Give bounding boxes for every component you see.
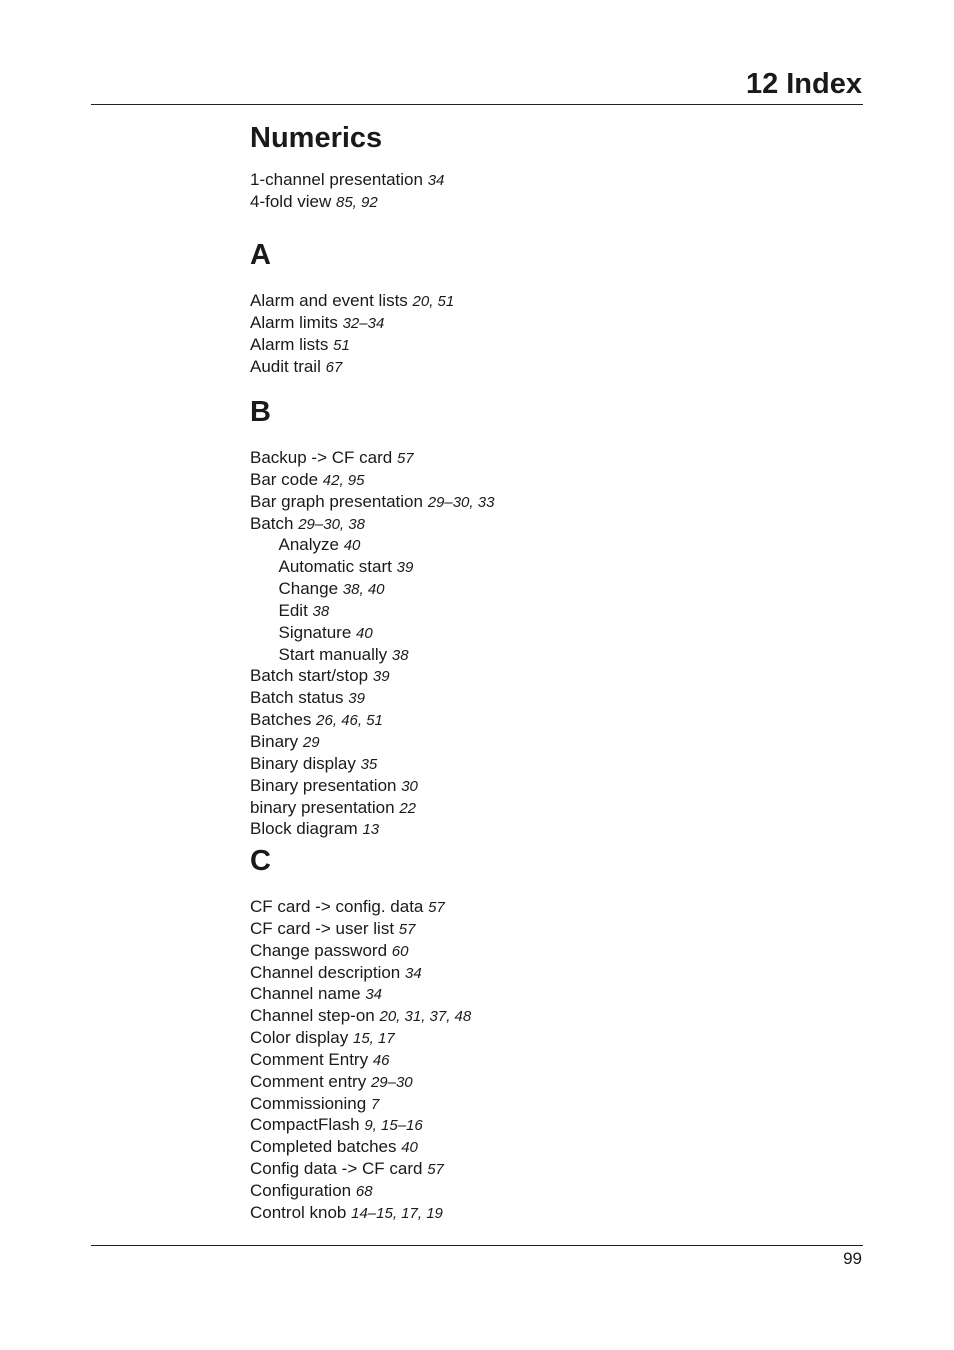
- index-page-refs: 13: [362, 821, 380, 839]
- index-page-refs: 38, 40: [342, 581, 385, 599]
- index-term: Audit trail: [250, 356, 321, 376]
- index-subentry: [250, 601, 494, 623]
- index-page-refs: 32–34: [342, 314, 385, 332]
- index-subentry: [250, 579, 494, 601]
- index-entry: [250, 688, 494, 710]
- index-page-refs: 57: [427, 1161, 444, 1179]
- index-page-refs: 85, 92: [336, 193, 378, 211]
- index-page-refs: 57: [428, 899, 445, 916]
- index-page-refs: 35: [360, 755, 378, 773]
- index-entry-list: [250, 170, 444, 214]
- index-term: Batches: [250, 710, 312, 730]
- index-section: [250, 235, 454, 378]
- index-page-refs: 38: [391, 646, 409, 664]
- index-term: CompactFlash: [250, 1115, 360, 1135]
- index-term: Binary presentation: [250, 775, 397, 795]
- index-term: Change: [278, 579, 339, 599]
- index-entry: [250, 919, 471, 941]
- index-page-refs: 51: [333, 336, 350, 354]
- index-entry-list: [250, 448, 494, 841]
- index-page-refs: 20, 31, 37, 48: [379, 1008, 472, 1026]
- index-term: Comment Entry: [250, 1049, 369, 1069]
- index-term: Backup -> CF card: [250, 448, 393, 467]
- index-term: 4-fold view: [250, 191, 332, 211]
- index-page-refs: 20, 51: [412, 293, 455, 310]
- index-page-refs: 15, 17: [353, 1030, 395, 1048]
- index-page-refs: 9, 15–16: [364, 1117, 423, 1135]
- index-entry: [250, 1159, 471, 1181]
- index-term: Alarm and event lists: [250, 291, 408, 310]
- index-page-refs: 39: [348, 690, 365, 708]
- index-term: Bar graph presentation: [250, 491, 423, 511]
- index-page-refs: 29–30, 33: [427, 493, 495, 511]
- page-number: 99: [843, 1249, 862, 1268]
- index-page-refs: 60: [391, 942, 409, 960]
- index-entry: [250, 291, 454, 313]
- index-term: Automatic start: [278, 557, 392, 577]
- index-term: Edit: [278, 600, 308, 620]
- index-subentry: [250, 557, 494, 579]
- index-page-refs: 42, 95: [322, 471, 365, 489]
- index-term: Commissioning: [250, 1093, 367, 1113]
- index-term: Comment entry: [250, 1071, 367, 1091]
- index-page-refs: 40: [356, 624, 373, 642]
- index-term: Analyze: [278, 535, 339, 555]
- header-rule: [91, 104, 863, 105]
- index-page-refs: 7: [370, 1095, 380, 1113]
- index-entry: [250, 963, 471, 985]
- index-entry: [250, 313, 454, 335]
- index-entry: [250, 1181, 471, 1203]
- index-term: CF card -> config. data: [250, 897, 424, 916]
- index-term: Control knob: [250, 1202, 347, 1222]
- section-heading: B: [250, 396, 271, 428]
- index-page-refs: 46: [372, 1051, 390, 1069]
- index-term: Block diagram: [250, 819, 358, 839]
- index-entry-list: [250, 897, 471, 1225]
- index-page-refs: 34: [405, 964, 422, 982]
- index-entry: [250, 710, 494, 732]
- index-page-refs: 29–30, 38: [298, 515, 365, 533]
- index-page-refs: 34: [365, 986, 382, 1004]
- index-term: Channel step-on: [250, 1006, 375, 1026]
- index-section: [250, 392, 494, 841]
- index-entry: [250, 514, 494, 536]
- index-entry: [250, 470, 494, 492]
- index-entry: [250, 798, 494, 820]
- index-section: [250, 841, 471, 1225]
- index-entry: [250, 1115, 471, 1137]
- index-entry-list: [250, 291, 454, 378]
- index-entry: [250, 1094, 471, 1116]
- index-page-refs: 29: [302, 733, 320, 751]
- index-page-refs: 38: [312, 602, 330, 620]
- index-entry: [250, 1137, 471, 1159]
- index-page-refs: 57: [398, 920, 416, 938]
- index-term: Batch start/stop: [250, 666, 369, 686]
- index-term: Binary: [250, 731, 299, 751]
- index-entry: [250, 941, 471, 963]
- index-entry: [250, 754, 494, 776]
- index-entry: [250, 819, 494, 841]
- index-term: Channel name: [250, 984, 361, 1004]
- index-entry: [250, 1028, 471, 1050]
- index-term: Bar code: [250, 469, 319, 489]
- index-page-refs: 30: [401, 777, 418, 795]
- index-term: Change password: [250, 940, 388, 960]
- index-term: Start manually: [278, 644, 388, 664]
- index-page-refs: 57: [396, 450, 414, 467]
- page-header-title: 12 Index: [745, 68, 862, 100]
- index-entry: [250, 776, 494, 798]
- index-term: CF card -> user list: [250, 918, 395, 938]
- section-heading: Numerics: [250, 122, 383, 154]
- index-entry: [250, 984, 471, 1006]
- index-entry: [250, 732, 494, 754]
- index-entry: [250, 1006, 471, 1028]
- index-term: Batch status: [250, 688, 344, 708]
- index-entry: [250, 492, 494, 514]
- index-page-refs: 39: [372, 668, 390, 686]
- index-term: 1-channel presentation: [250, 170, 423, 189]
- index-term: Signature: [278, 622, 352, 642]
- index-term: Batch: [250, 513, 294, 533]
- index-page-refs: 40: [343, 537, 361, 555]
- index-term: Color display: [250, 1028, 349, 1048]
- section-heading: C: [250, 845, 271, 877]
- footer-rule: [91, 1245, 863, 1246]
- index-section: [250, 118, 444, 214]
- index-entry: [250, 335, 454, 357]
- index-subentry: [250, 535, 494, 557]
- index-page-refs: 22: [399, 799, 417, 817]
- index-entry: [250, 666, 494, 688]
- index-term: Alarm lists: [250, 334, 329, 354]
- index-entry: [250, 1050, 471, 1072]
- section-heading: A: [250, 239, 271, 271]
- index-page-refs: 34: [427, 172, 445, 189]
- index-term: Completed batches: [250, 1137, 397, 1157]
- index-entry: [250, 1072, 471, 1094]
- index-term: Channel description: [250, 962, 401, 982]
- index-entry: [250, 1203, 471, 1225]
- index-page-refs: 26, 46, 51: [316, 712, 383, 730]
- index-entry: [250, 192, 444, 214]
- index-term: Alarm limits: [250, 312, 338, 332]
- index-subentry: [250, 645, 494, 667]
- index-entry: [250, 170, 444, 192]
- index-page-refs: 29–30: [370, 1073, 413, 1091]
- index-term: Binary display: [250, 753, 356, 773]
- index-term: Configuration: [250, 1180, 352, 1200]
- index-page-refs: 40: [401, 1139, 418, 1157]
- index-entry: [250, 897, 471, 919]
- index-term: Config data -> CF card: [250, 1159, 423, 1179]
- index-page-refs: 39: [396, 559, 414, 577]
- index-page-refs: 67: [325, 358, 343, 376]
- index-page-refs: 14–15, 17, 19: [351, 1204, 443, 1222]
- index-term: binary presentation: [250, 797, 395, 817]
- index-subentry: [250, 623, 494, 645]
- index-page-refs: 68: [355, 1182, 373, 1200]
- index-entry: [250, 357, 454, 379]
- index-entry: [250, 448, 494, 470]
